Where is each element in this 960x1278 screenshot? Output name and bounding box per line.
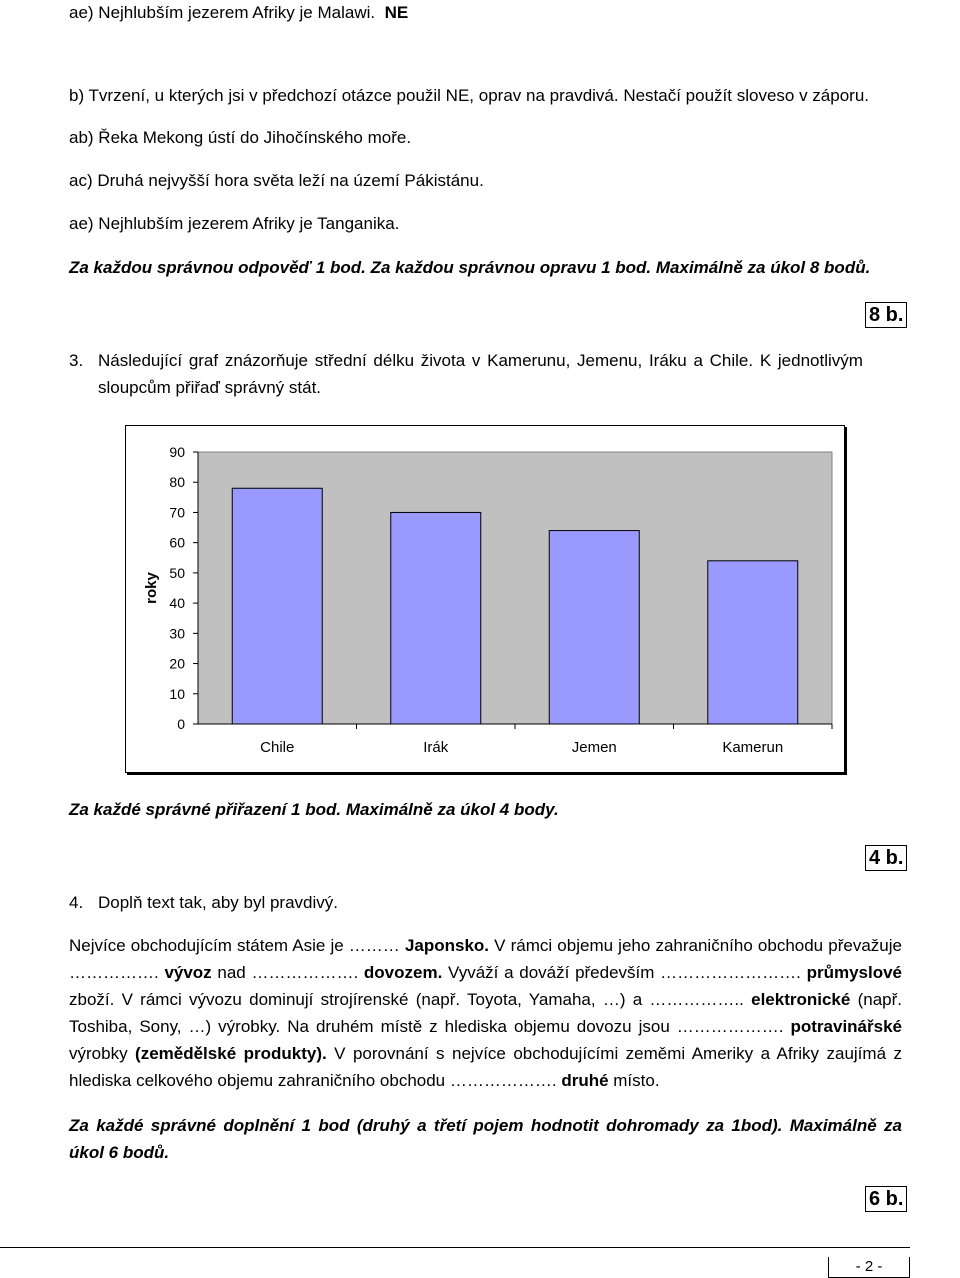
correction-ae: ae) Nejhlubším jezerem Afriky je Tanganika. <box>69 214 400 233</box>
answer-ne: NE <box>384 3 409 22</box>
points-badge-task4: 6 b. <box>865 1186 907 1212</box>
scoring-task4: Za každé správné doplnění 1 bod (druhý a třetí pojem hodnotit dohromady za 1bod). Maximálně za úkol 6 bodů. <box>69 1116 902 1162</box>
instruction-b: b) Tvrzení, u kterých jsi v předchozí otázce použil NE, oprav na pravdivá. Nestačí použít sloveso v záporu. <box>69 86 870 105</box>
points-badge-task3: 4 b. <box>865 845 907 871</box>
y-tick-label: 40 <box>169 595 185 612</box>
text-seg: zboží. V rámci vývozu dominují strojírenské (např. Toyota, Yamaha, …) a …………….. <box>69 990 752 1009</box>
correction-ab: ab) Řeka Mekong ústí do Jihočínského moře. <box>69 128 412 147</box>
text-seg: Nejvíce obchodujícím státem Asie je ……… <box>69 936 400 955</box>
task3-heading <box>69 351 83 371</box>
y-axis-label: roky <box>143 572 160 604</box>
x-tick-label: Jemen <box>571 739 617 756</box>
fill-druhe: druhé <box>561 1071 609 1090</box>
task4-number: 4. <box>69 893 84 912</box>
life-expectancy-chart <box>125 425 845 773</box>
x-tick-label: Kamerun <box>722 739 784 756</box>
text-seg: V rámci objemu jeho zahraničního obchodu převažuje ……………. <box>69 936 902 982</box>
statement-text: ae) Nejhlubším jezerem Afriky je Malawi. <box>69 3 376 22</box>
task3-text-line1: Následující graf znázorňuje střední délku života v Kamerunu, Jemenu, Iráku a Chile. K jednotlivým <box>98 351 863 370</box>
task3-number: 3. <box>69 351 84 370</box>
task3-text-line2: sloupcům přiřaď správný stát. <box>98 378 322 397</box>
y-tick-label: 90 <box>169 444 185 460</box>
fill-prumyslove: průmyslové <box>806 963 902 982</box>
text-seg: nad ………………. <box>211 963 364 982</box>
bar-kamerun <box>708 561 798 724</box>
correction-ac: ac) Druhá nejvyšší hora světa leží na území Pákistánu. <box>69 171 484 190</box>
text-seg: místo. <box>608 1071 660 1090</box>
scoring-task2: Za každou správnou odpověď 1 bod. Za každou správnou opravu 1 bod. Maximálně za úkol 8 bodů. <box>69 258 871 277</box>
statement-ae-malawi <box>69 3 408 23</box>
x-tick-label: Chile <box>260 739 295 756</box>
fill-elektronicke: elektronické <box>751 990 851 1009</box>
points-badge-task2: 8 b. <box>865 302 907 328</box>
x-tick-label: Irák <box>423 739 449 756</box>
fill-japonsko: Japonsko. <box>404 936 490 955</box>
text-seg: V porovnání s nejvíce obchodujícími zeměmi Ameriky a Afriky zaujímá z hlediska celkového objemu zahraničního obchodu ………………. <box>69 1044 902 1090</box>
y-tick-label: 30 <box>169 625 185 642</box>
y-tick-label: 80 <box>169 474 185 491</box>
fill-vyvoz: vývoz <box>164 963 212 982</box>
task4-paragraph <box>69 932 902 1094</box>
page-number: - 2 - <box>828 1257 910 1278</box>
bar-chile <box>232 488 322 724</box>
text-seg: (např. Toshiba, Sony, …) výrobky. Na druhém místě z hlediska objemu dovozu jsou ………………. <box>69 990 902 1036</box>
task4-title: Doplň text tak, aby byl pravdivý. <box>98 893 339 912</box>
footer-rule <box>0 1247 910 1248</box>
fill-potravinarske: potravinářské <box>790 1017 902 1036</box>
y-tick-label: 70 <box>169 504 185 521</box>
y-tick-label: 50 <box>169 564 185 581</box>
y-tick-label: 10 <box>169 685 185 702</box>
y-tick-label: 0 <box>177 716 185 732</box>
fill-zemedelske: (zemědělské produkty). <box>135 1044 327 1063</box>
y-tick-label: 60 <box>169 534 185 551</box>
bar-irák <box>391 512 481 724</box>
fill-dovozem: dovozem. <box>363 963 443 982</box>
bar-jemen <box>549 531 639 724</box>
chart-svg <box>126 426 844 772</box>
text-seg: Vyváží a dováží především ……………………. <box>442 963 807 982</box>
scoring-task3: Za každé správné přiřazení 1 bod. Maximálně za úkol 4 body. <box>69 800 559 819</box>
text-seg: výrobky <box>69 1044 136 1063</box>
y-tick-label: 20 <box>169 655 185 672</box>
